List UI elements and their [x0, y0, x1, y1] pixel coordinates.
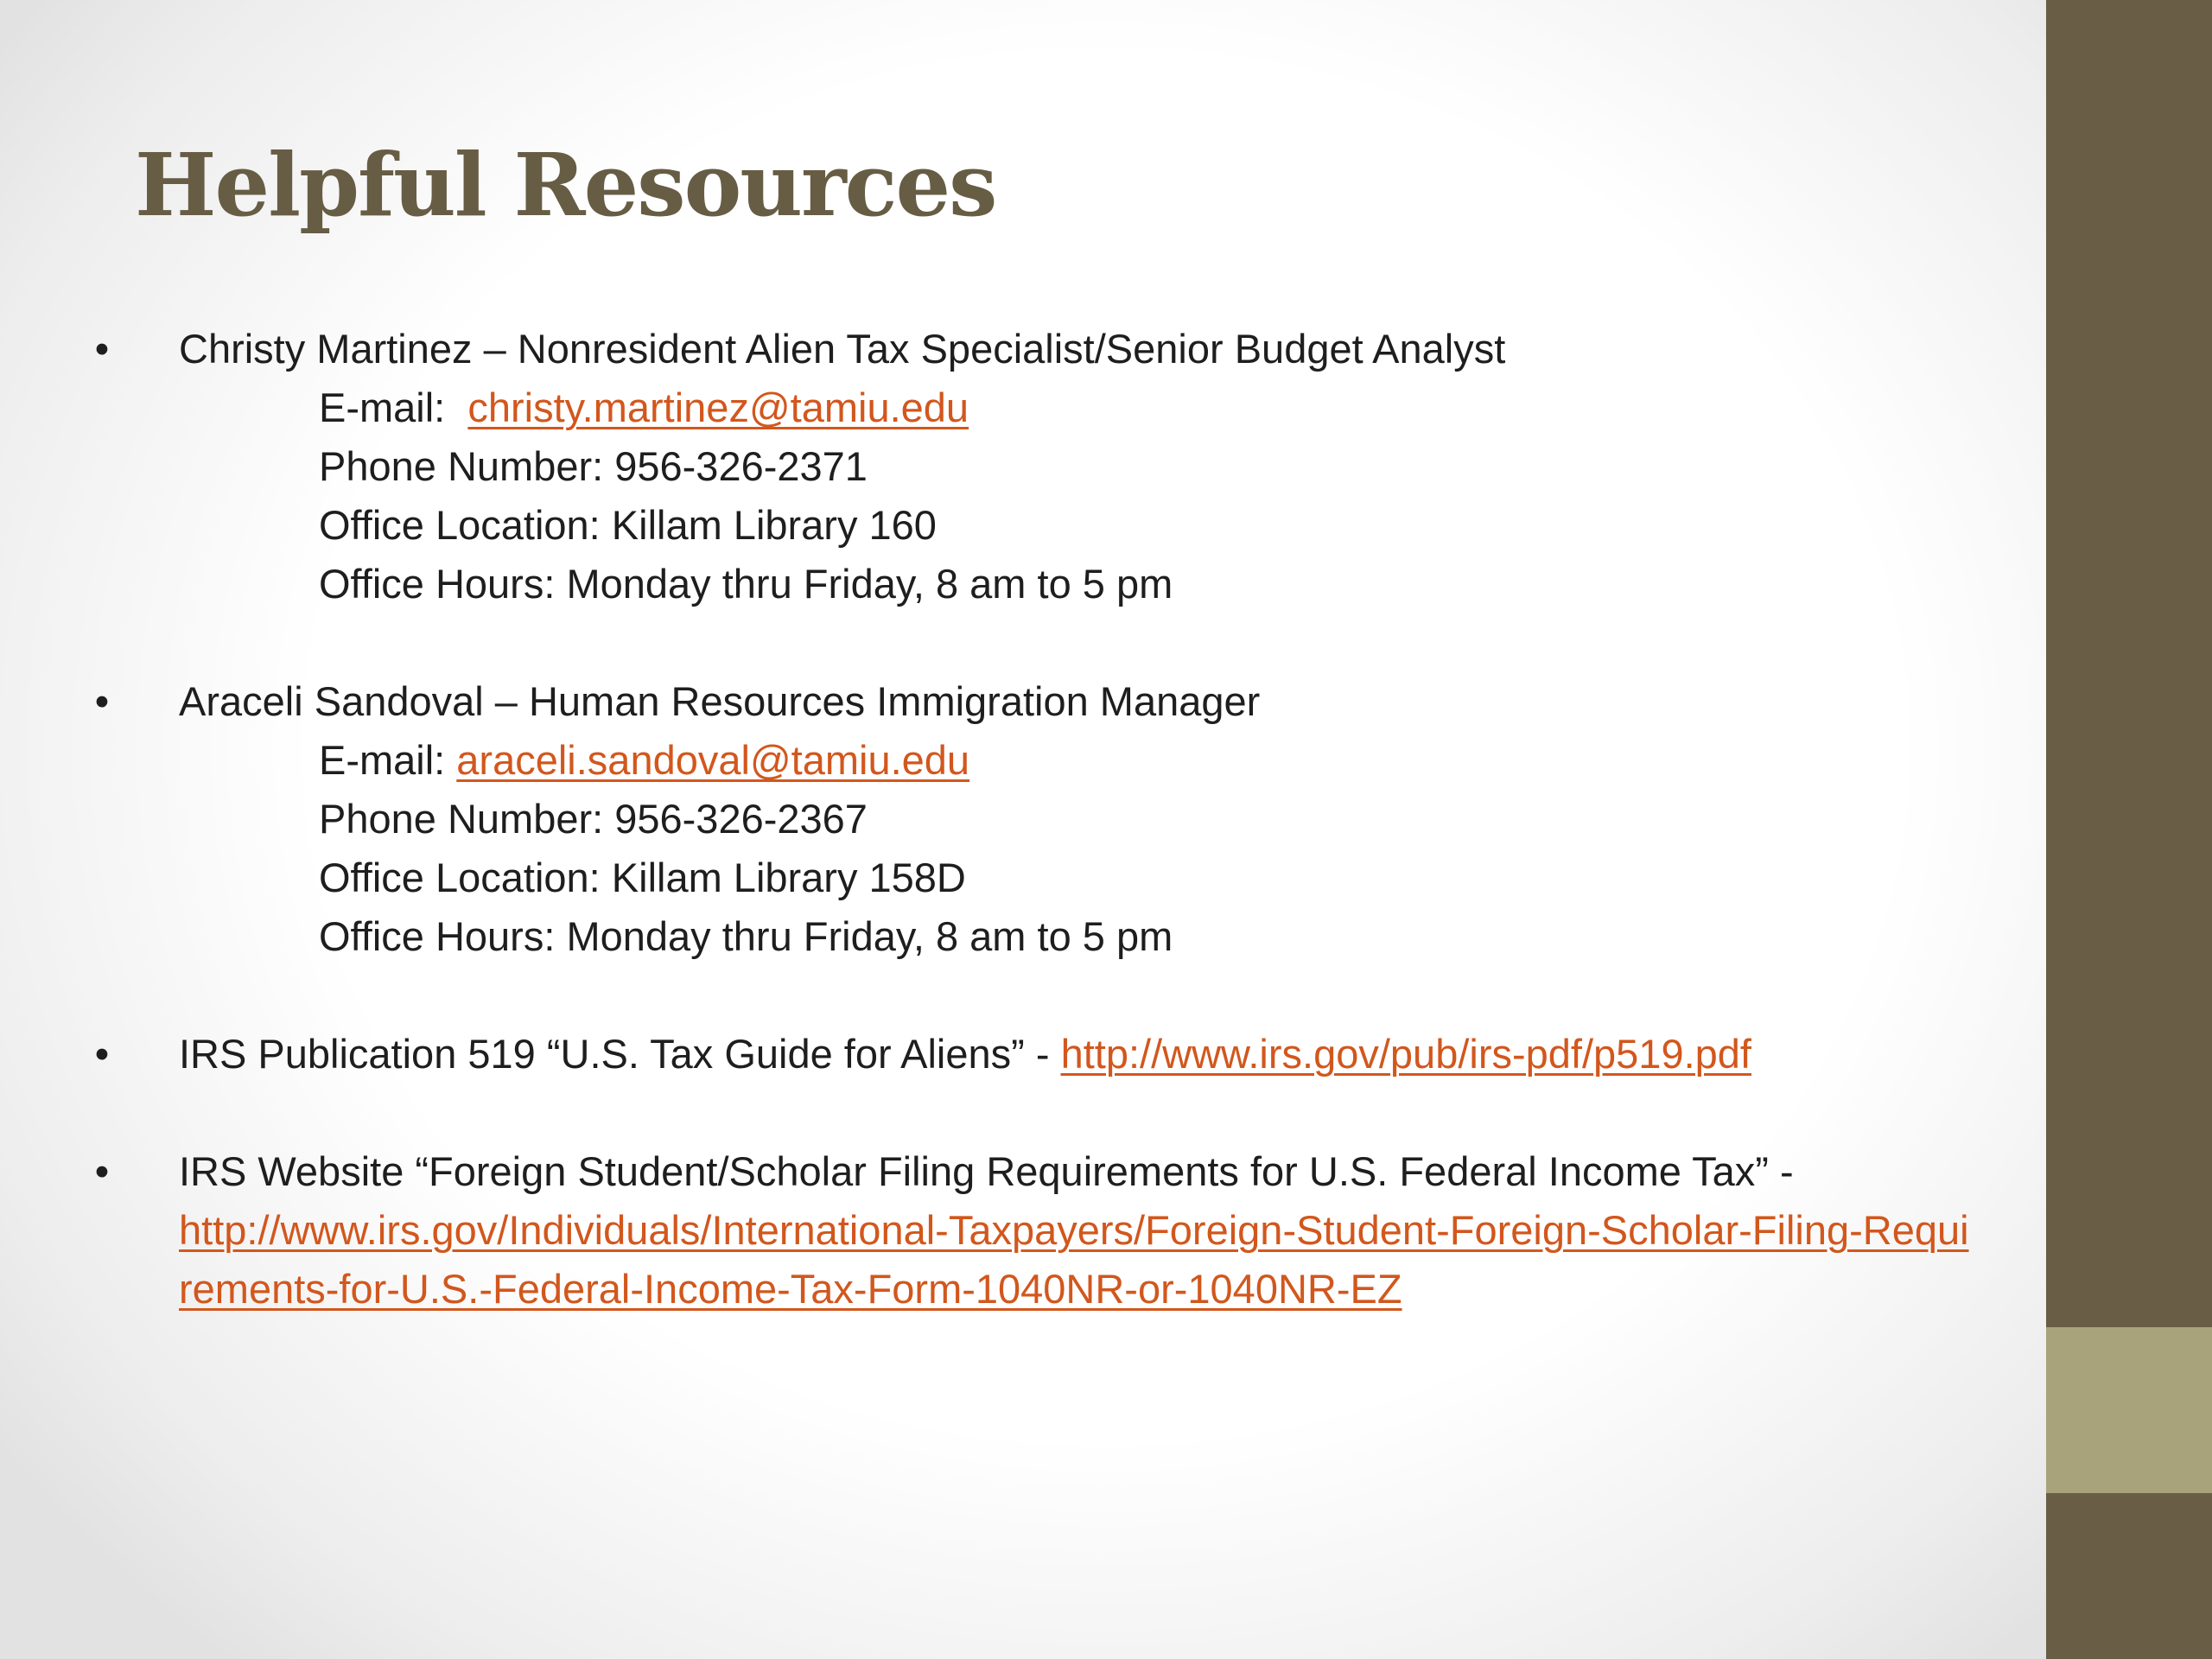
list-item-irs-publication: [0, 1025, 1987, 1084]
list-item-araceli-sandoval: [0, 672, 1987, 966]
resource-link[interactable]: http://www.irs.gov/Individuals/International-Taxpayers/Foreign-Student-Foreign-Scholar-Filing-Requirements-for-U.S.-Federal-Income-Tax-Form-1040NR-or-1040NR-EZ: [179, 1207, 1969, 1312]
list-item-christy-martinez: [0, 320, 1987, 613]
bullet-icon: •: [94, 1148, 110, 1194]
resource-link[interactable]: http://www.irs.gov/pub/irs-pdf/p519.pdf: [1060, 1031, 1751, 1077]
contact-phone: Phone Number: 956-326-2367: [319, 796, 868, 842]
contact-heading: Araceli Sandoval – Human Resources Immigration Manager: [179, 678, 1261, 724]
contact-hours: Office Hours: Monday thru Friday, 8 am to 5 pm: [319, 561, 1173, 607]
side-decoration-accent: [2046, 1327, 2212, 1493]
contact-heading: Christy Martinez – Nonresident Alien Tax Specialist/Senior Budget Analyst: [179, 326, 1506, 372]
contact-phone: Phone Number: 956-326-2371: [319, 443, 868, 489]
contact-location: Office Location: Killam Library 158D: [319, 855, 966, 900]
resource-list: [0, 320, 1987, 1377]
contact-location: Office Location: Killam Library 160: [319, 502, 937, 548]
bullet-icon: •: [94, 678, 110, 724]
email-label: E-mail:: [319, 385, 468, 430]
resource-description: IRS Publication 519 “U.S. Tax Guide for Aliens” -: [179, 1031, 1061, 1077]
contact-hours: Office Hours: Monday thru Friday, 8 am to 5 pm: [319, 913, 1173, 959]
bullet-icon: •: [94, 1031, 110, 1077]
resource-link-block: [179, 1201, 1987, 1319]
side-decoration-bar: [2046, 0, 2212, 1659]
bullet-icon: •: [94, 326, 110, 372]
slide-title: Helpful Resources: [135, 134, 996, 236]
resource-description: IRS Website “Foreign Student/Scholar Filing Requirements for U.S. Federal Income Tax” -: [179, 1148, 1794, 1194]
resource-line: [179, 1025, 1987, 1084]
email-link[interactable]: christy.martinez@tamiu.edu: [467, 385, 969, 430]
email-link[interactable]: araceli.sandoval@tamiu.edu: [456, 737, 970, 783]
email-label: E-mail:: [319, 737, 457, 783]
contact-email-line: [179, 731, 1987, 790]
contact-email-line: [179, 378, 1987, 437]
list-item-irs-website: [0, 1142, 1987, 1319]
